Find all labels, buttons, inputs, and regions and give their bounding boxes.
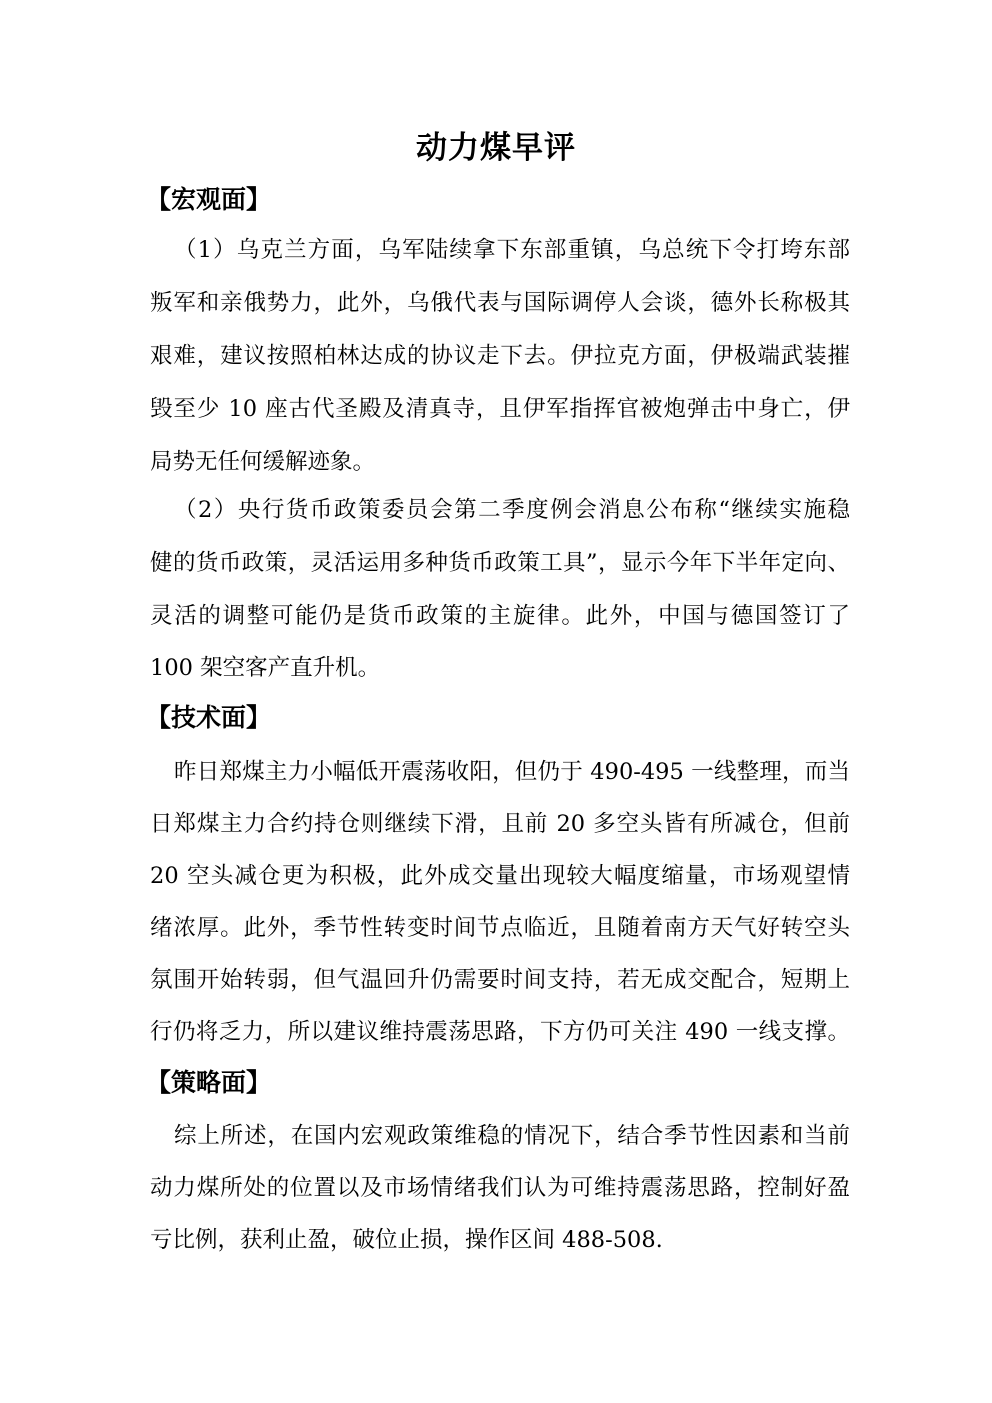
paragraph-line: 行仍将乏力，所以建议维持震荡思路，下方仍可关注 490 一线支撑。 bbox=[150, 1019, 850, 1045]
paragraph-line: 绪浓厚。此外，季节性转变时间节点临近，且随着南方天气好转空头 bbox=[150, 915, 850, 941]
paragraph-line: 昨日郑煤主力小幅低开震荡收阳，但仍于 490-495 一线整理，而当 bbox=[174, 759, 850, 785]
paragraph-line: 叛军和亲俄势力，此外，乌俄代表与国际调停人会谈，德外长称极其 bbox=[150, 290, 850, 316]
paragraph-line: 20 空头减仓更为积极，此外成交量出现较大幅度缩量，市场观望情 bbox=[150, 863, 850, 889]
section-heading-macro: 【宏观面】 bbox=[146, 185, 272, 214]
paragraph-line: 日郑煤主力合约持仓则继续下滑，且前 20 多空头皆有所减仓，但前 bbox=[150, 811, 850, 837]
section-heading-technical: 【技术面】 bbox=[146, 703, 272, 732]
paragraph-line: 毁至少 10 座古代圣殿及清真寺，且伊军指挥官被炮弹击中身亡，伊 bbox=[150, 396, 850, 422]
paragraph-line: （1）乌克兰方面，乌军陆续拿下东部重镇，乌总统下令打垮东部 bbox=[174, 237, 850, 263]
paragraph-line: 健的货币政策，灵活运用多种货币政策工具”，显示今年下半年定向、 bbox=[150, 550, 850, 576]
paragraph-line: 艰难，建议按照柏林达成的协议走下去。伊拉克方面，伊极端武装摧 bbox=[150, 343, 850, 369]
paragraph-line: 综上所述，在国内宏观政策维稳的情况下，结合季节性因素和当前 bbox=[174, 1123, 850, 1149]
paragraph-line: 亏比例，获利止盈，破位止损，操作区间 488-508. bbox=[150, 1227, 663, 1253]
paragraph-line: （2）央行货币政策委员会第二季度例会消息公布称“继续实施稳 bbox=[174, 497, 850, 523]
document-title: 动力煤早评 bbox=[416, 130, 576, 166]
paragraph-line: 灵活的调整可能仍是货币政策的主旋律。此外，中国与德国签订了 bbox=[150, 603, 850, 629]
section-heading-strategy: 【策略面】 bbox=[146, 1068, 272, 1097]
paragraph-line: 局势无任何缓解迹象。 bbox=[150, 449, 376, 475]
paragraph-line: 氛围开始转弱，但气温回升仍需要时间支持，若无成交配合，短期上 bbox=[150, 967, 850, 993]
paragraph-line: 动力煤所处的位置以及市场情绪我们认为可维持震荡思路，控制好盈 bbox=[150, 1175, 850, 1201]
paragraph-line: 100 架空客产直升机。 bbox=[150, 655, 381, 681]
